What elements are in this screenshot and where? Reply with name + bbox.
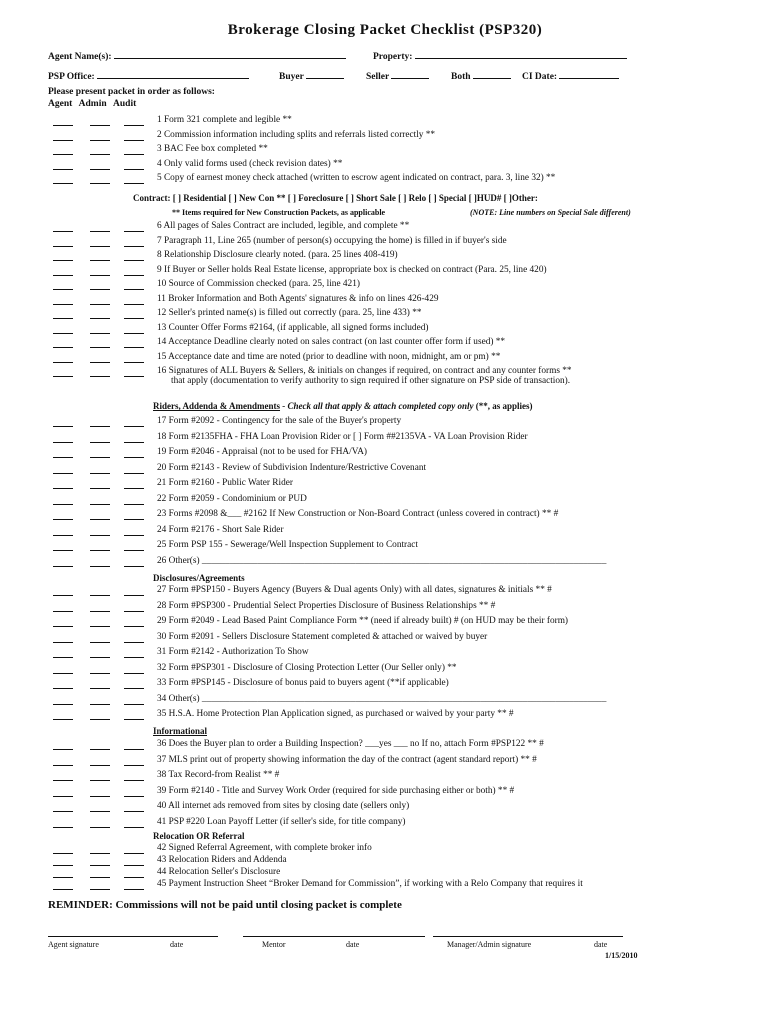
audit-check-blank[interactable] — [124, 338, 144, 348]
psp-office-field[interactable] — [48, 72, 249, 82]
checklist-item-text: 36 Does the Buyer plan to order a Building Inspection? ___yes ___ no If no, attach Form #PSP122 ** # — [157, 739, 544, 749]
checklist-item-text: 31 Form #2142 - Authorization To Show — [157, 647, 309, 657]
admin-check-blank[interactable] — [90, 353, 110, 363]
riders-tail: (**, as applies) — [475, 401, 533, 411]
checklist-item-text: 45 Payment Instruction Sheet “Broker Demand for Commission”, if working with a Relo Company that requires it — [157, 879, 583, 889]
agent-check-blank[interactable] — [53, 174, 73, 184]
checklist-item-text: 38 Tax Record-from Realist ** # — [157, 770, 280, 780]
property-line[interactable] — [415, 58, 627, 59]
buyer-label: Buyer — [279, 72, 304, 82]
checklist-item-text: 35 H.S.A. Home Protection Plan Application signed, as purchased or waived by your party ** # — [157, 709, 514, 719]
checklist-item — [0, 879, 770, 893]
agent-check-blank[interactable] — [53, 251, 73, 261]
audit-check-blank[interactable] — [124, 787, 144, 797]
agent-check-blank[interactable] — [53, 602, 73, 612]
checklist-item — [0, 159, 770, 173]
agent-check-blank[interactable] — [53, 880, 73, 890]
audit-check-blank[interactable] — [124, 510, 144, 520]
both-field[interactable] — [451, 72, 511, 82]
checklist-item-text: 21 Form #2160 - Public Water Rider — [157, 478, 293, 488]
item-16-cont-text: that apply (documentation to verify authority to sign required if other signature on PSP side of transaction). — [171, 376, 571, 386]
disclosures-section-heading: Disclosures/Agreements — [153, 573, 245, 583]
audit-check-blank[interactable] — [124, 856, 144, 866]
manager-signature-label: Manager/Admin signature — [447, 940, 532, 949]
admin-check-blank[interactable] — [90, 756, 110, 766]
informational-title: Informational — [153, 726, 207, 736]
admin-check-blank[interactable] — [90, 309, 110, 319]
checklist-item-text: 27 Form #PSP150 - Buyers Agency (Buyers & Dual agents Only) with all dates, signatures & initials ** # — [157, 585, 552, 595]
admin-check-blank[interactable] — [90, 495, 110, 505]
audit-check-blank[interactable] — [124, 433, 144, 443]
audit-check-blank[interactable] — [124, 174, 144, 184]
agent-date-label: date — [170, 940, 184, 949]
audit-check-blank[interactable] — [124, 266, 144, 276]
ci-date-field[interactable] — [522, 72, 619, 82]
riders-subtitle: - Check all that apply & attach completed copy only — [282, 401, 474, 411]
admin-check-blank[interactable] — [90, 237, 110, 247]
checklist-item-text: 7 Paragraph 11, Line 265 (number of person(s) occupying the home) is filled in if buyer's side — [157, 235, 507, 246]
admin-check-blank[interactable] — [90, 617, 110, 627]
contract-type-line[interactable]: Contract: [ ] Residential [ ] New Con ** [ ] Foreclosure [ ] Short Sale [ ] Relo [ ] Special [ ]HUD# [ ]Other: — [133, 193, 538, 203]
admin-check-blank[interactable] — [90, 433, 110, 443]
admin-check-blank[interactable] — [90, 710, 110, 720]
seller-field[interactable] — [366, 72, 429, 82]
agent-check-blank[interactable] — [53, 868, 73, 878]
checklist-item-text: 20 Form #2143 - Review of Subdivision Indenture/Restrictive Covenant — [157, 462, 427, 473]
admin-check-blank[interactable] — [90, 280, 110, 290]
checklist-item — [0, 337, 770, 351]
checklist-item — [0, 817, 770, 831]
agent-check-blank[interactable] — [53, 633, 73, 643]
psp-office-label: PSP Office: — [48, 72, 95, 82]
riders-section-heading — [153, 401, 533, 411]
agent-check-blank[interactable] — [53, 695, 73, 705]
agent-signature-line[interactable] — [48, 935, 218, 937]
checklist-item — [0, 540, 770, 554]
admin-check-blank[interactable] — [90, 868, 110, 878]
checklist-item-text: 13 Counter Offer Forms #2164, (if applicable, all signed forms included) — [157, 322, 429, 333]
audit-check-blank[interactable] — [124, 309, 144, 319]
checklist-item — [0, 494, 770, 508]
checklist-item — [0, 601, 770, 615]
col-audit: Audit — [113, 99, 137, 109]
audit-check-blank[interactable] — [124, 448, 144, 458]
checklist-item-text: 34 Other(s) _______________________________________________________________________________________ — [157, 693, 607, 704]
admin-check-blank[interactable] — [90, 787, 110, 797]
relocation-section-heading: Relocation OR Referral — [153, 831, 245, 841]
reminder-banner: REMINDER: Commissions will not be paid until closing packet is complete — [48, 899, 402, 911]
admin-check-blank[interactable] — [90, 222, 110, 232]
mentor-signature-line[interactable] — [243, 935, 425, 937]
admin-check-blank[interactable] — [90, 586, 110, 596]
admin-check-blank[interactable] — [90, 648, 110, 658]
checklist-item-text: 24 Form #2176 - Short Sale Rider — [157, 524, 284, 535]
column-headers — [48, 99, 136, 109]
checklist-item — [0, 144, 770, 158]
agent-check-blank[interactable] — [53, 237, 73, 247]
agent-check-blank[interactable] — [53, 510, 73, 520]
both-label: Both — [451, 72, 471, 82]
admin-check-blank[interactable] — [90, 417, 110, 427]
instructions: Please present packet in order as follows: — [48, 87, 215, 97]
checklist-item — [0, 236, 770, 250]
audit-check-blank[interactable] — [124, 633, 144, 643]
checklist-item — [0, 525, 770, 539]
checklist-item-text: 16 Signatures of ALL Buyers & Sellers, & initials on changes if required, on contract and any counter forms ** — [157, 366, 572, 376]
checklist-item-text: 44 Relocation Seller's Disclosure — [157, 867, 281, 877]
document-date: 1/15/2010 — [605, 951, 638, 960]
manager-signature-line[interactable] — [433, 935, 623, 937]
audit-check-blank[interactable] — [124, 417, 144, 427]
audit-check-blank[interactable] — [124, 526, 144, 536]
checklist-item — [0, 755, 770, 769]
admin-check-blank[interactable] — [90, 844, 110, 854]
agent-check-blank[interactable] — [53, 417, 73, 427]
checklist-item-text: 42 Signed Referral Agreement, with complete broker info — [157, 843, 372, 853]
admin-check-blank[interactable] — [90, 448, 110, 458]
agent-check-blank[interactable] — [53, 338, 73, 348]
checklist-item — [0, 432, 770, 446]
audit-check-blank[interactable] — [124, 756, 144, 766]
audit-check-blank[interactable] — [124, 617, 144, 627]
admin-check-blank[interactable] — [90, 510, 110, 520]
agent-check-blank[interactable] — [53, 844, 73, 854]
admin-check-blank[interactable] — [90, 295, 110, 305]
admin-check-blank[interactable] — [90, 464, 110, 474]
buyer-field[interactable] — [279, 72, 344, 82]
checklist-item — [0, 173, 770, 187]
both-line[interactable] — [473, 78, 511, 79]
audit-check-blank[interactable] — [124, 586, 144, 596]
checklist-item — [0, 250, 770, 264]
checklist-item-text: 4 Only valid forms used (check revision dates) ** — [157, 158, 343, 169]
admin-check-blank[interactable] — [90, 664, 110, 674]
admin-check-blank[interactable] — [90, 251, 110, 261]
checklist-item-text: 3 BAC Fee box completed ** — [157, 144, 268, 154]
audit-check-blank[interactable] — [124, 237, 144, 247]
checklist-item-text: 17 Form #2092 - Contingency for the sale of the Buyer's property — [157, 416, 402, 426]
audit-check-blank[interactable] — [124, 324, 144, 334]
agent-check-blank[interactable] — [53, 526, 73, 536]
checklist-item-text: 29 Form #2049 - Lead Based Paint Compliance Form ** (need if already built) # (on HUD may be their form) — [157, 616, 569, 626]
checklist-item-text: 19 Form #2046 - Appraisal (not to be used for FHA/VA) — [157, 447, 368, 457]
agent-check-blank[interactable] — [53, 280, 73, 290]
checklist-item-text: 41 PSP #220 Loan Payoff Letter (if seller's side, for title company) — [157, 816, 406, 827]
checklist-item — [0, 509, 770, 523]
agent-check-blank[interactable] — [53, 353, 73, 363]
checklist-item — [0, 323, 770, 337]
checklist-item-text: 14 Acceptance Deadline clearly noted on sales contract (on last counter offer form if used) ** — [157, 337, 506, 347]
checklist-item-text: 26 Other(s) _______________________________________________________________________________________ — [157, 555, 607, 566]
checklist-item-text: 28 Form #PSP300 - Prudential Select Properties Disclosure of Business Relationships ** # — [157, 600, 496, 611]
admin-check-blank[interactable] — [90, 679, 110, 689]
agent-check-blank[interactable] — [53, 557, 73, 567]
admin-check-blank[interactable] — [90, 266, 110, 276]
riders-title: Riders, Addenda & Amendments — [153, 401, 281, 411]
admin-check-blank[interactable] — [90, 145, 110, 155]
audit-check-blank[interactable] — [124, 479, 144, 489]
checklist-item-text: 32 Form #PSP301 - Disclosure of Closing Protection Letter (Our Seller only) ** — [157, 662, 457, 673]
checklist-item — [0, 647, 770, 661]
checklist-item — [0, 447, 770, 461]
agent-check-blank[interactable] — [53, 787, 73, 797]
agent-check-blank[interactable] — [53, 116, 73, 126]
item-16-continuation — [0, 376, 770, 390]
agent-name-field[interactable] — [48, 52, 346, 62]
audit-check-blank[interactable] — [124, 695, 144, 705]
admin-check-blank[interactable] — [90, 174, 110, 184]
agent-check-blank[interactable] — [53, 802, 73, 812]
agent-check-blank[interactable] — [53, 756, 73, 766]
new-construction-note: ** Items required for New Construction Packets, as applicable — [172, 208, 386, 217]
agent-check-blank[interactable] — [53, 495, 73, 505]
checklist-item — [0, 663, 770, 677]
admin-check-blank[interactable] — [90, 880, 110, 890]
page-title: Brokerage Closing Packet Checklist (PSP320) — [227, 22, 543, 38]
checklist-item-text: 23 Forms #2098 &___ #2162 If New Construction or Non-Board Contract (unless covered in contract) ** # — [157, 509, 559, 519]
audit-check-blank[interactable] — [124, 648, 144, 658]
audit-check-blank[interactable] — [124, 710, 144, 720]
checklist-item — [0, 279, 770, 293]
audit-check-blank[interactable] — [124, 131, 144, 141]
audit-check-blank[interactable] — [124, 664, 144, 674]
admin-check-blank[interactable] — [90, 557, 110, 567]
checklist-item-text: 39 Form #2140 - Title and Survey Work Order (required for side purchasing either or both) ** # — [157, 785, 515, 796]
admin-check-blank[interactable] — [90, 771, 110, 781]
checklist-item-text: 8 Relationship Disclosure clearly noted. (para. 25 lines 408-419) — [157, 250, 398, 260]
checklist-item-text: 9 If Buyer or Seller holds Real Estate license, appropriate box is checked on contract (Para. 25, line 420) — [157, 264, 547, 275]
audit-check-blank[interactable] — [124, 541, 144, 551]
agent-check-blank[interactable] — [53, 222, 73, 232]
col-agent: Agent — [48, 99, 73, 109]
agent-check-blank[interactable] — [53, 648, 73, 658]
agent-check-blank[interactable] — [53, 464, 73, 474]
audit-check-blank[interactable] — [124, 464, 144, 474]
checklist-item — [0, 770, 770, 784]
audit-check-blank[interactable] — [124, 802, 144, 812]
checklist-item-text: 18 Form #2135FHA - FHA Loan Provision Rider or [ ] Form ##2135VA - VA Loan Provision Rider — [157, 431, 528, 442]
agent-check-blank[interactable] — [53, 617, 73, 627]
checklist-item — [0, 801, 770, 815]
agent-name-label: Agent Name(s): — [48, 52, 112, 62]
audit-check-blank[interactable] — [124, 116, 144, 126]
checklist-item-text: 25 Form PSP 155 - Sewerage/Well Inspection Supplement to Contract — [157, 540, 418, 550]
admin-check-blank[interactable] — [90, 324, 110, 334]
mentor-label: Mentor — [262, 940, 286, 949]
audit-check-blank[interactable] — [124, 868, 144, 878]
checklist-item — [0, 585, 770, 599]
admin-check-blank[interactable] — [90, 116, 110, 126]
admin-check-blank[interactable] — [90, 526, 110, 536]
audit-check-blank[interactable] — [124, 160, 144, 170]
admin-check-blank[interactable] — [90, 479, 110, 489]
admin-check-blank[interactable] — [90, 856, 110, 866]
admin-check-blank[interactable] — [90, 338, 110, 348]
line-number-note: (NOTE: Line numbers on Special Sale different) — [470, 208, 631, 217]
checklist-item — [0, 130, 770, 144]
checklist-item — [0, 265, 770, 279]
checklist-item — [0, 352, 770, 366]
agent-check-blank[interactable] — [53, 856, 73, 866]
agent-signature-label: Agent signature — [48, 940, 99, 949]
admin-check-blank[interactable] — [90, 695, 110, 705]
agent-check-blank[interactable] — [53, 131, 73, 141]
admin-check-blank[interactable] — [90, 818, 110, 828]
seller-label: Seller — [366, 72, 390, 82]
checklist-item — [0, 709, 770, 723]
agent-check-blank[interactable] — [53, 295, 73, 305]
agent-check-blank[interactable] — [53, 160, 73, 170]
admin-check-blank[interactable] — [90, 541, 110, 551]
audit-check-blank[interactable] — [124, 495, 144, 505]
agent-check-blank[interactable] — [53, 145, 73, 155]
seller-line[interactable] — [391, 78, 429, 79]
admin-check-blank[interactable] — [90, 633, 110, 643]
agent-check-blank[interactable] — [53, 586, 73, 596]
checklist-item — [0, 556, 770, 570]
audit-check-blank[interactable] — [124, 557, 144, 567]
checklist-item — [0, 694, 770, 708]
checklist-item — [0, 308, 770, 322]
checklist-item — [0, 294, 770, 308]
checklist-item-text: 2 Commission information including splits and referrals listed correctly ** — [157, 129, 436, 140]
checklist-item-text: 30 Form #2091 - Sellers Disclosure Statement completed & attached or waived by buyer — [157, 631, 488, 642]
checklist-item-text: 43 Relocation Riders and Addenda — [157, 855, 287, 865]
checklist-item-text: 33 Form #PSP145 - Disclosure of bonus paid to buyers agent (**if applicable) — [157, 678, 449, 688]
property-label: Property: — [373, 52, 413, 62]
checklist-item-text: 10 Source of Commission checked (para. 25, line 421) — [157, 279, 360, 289]
admin-check-blank[interactable] — [90, 131, 110, 141]
checklist-item — [0, 478, 770, 492]
checklist-item — [0, 416, 770, 430]
checklist-item-text: 12 Seller's printed name(s) is filled out correctly (para. 25, line 433) ** — [157, 308, 422, 318]
checklist-item — [0, 632, 770, 646]
checklist-item-text: 5 Copy of earnest money check attached (written to escrow agent indicated on contract, para. 3, line 32) ** — [157, 173, 556, 183]
buyer-line[interactable] — [306, 78, 344, 79]
ci-date-label: CI Date: — [522, 72, 558, 82]
checklist-item-text: 15 Acceptance date and time are noted (prior to deadline with noon, midnight, am or pm) ** — [157, 351, 501, 362]
informational-section-heading — [153, 726, 207, 736]
agent-check-blank[interactable] — [53, 710, 73, 720]
checklist-item-text: 22 Form #2059 - Condominium or PUD — [157, 493, 307, 504]
mentor-date-label: date — [346, 940, 360, 949]
audit-check-blank[interactable] — [124, 222, 144, 232]
audit-check-blank[interactable] — [124, 280, 144, 290]
agent-check-blank[interactable] — [53, 433, 73, 443]
checklist-item-text: 37 MLS print out of property showing information the day of the contract (agent standard report) ** # — [157, 754, 537, 765]
audit-check-blank[interactable] — [124, 353, 144, 363]
agent-check-blank[interactable] — [53, 309, 73, 319]
checklist-item — [0, 221, 770, 235]
manager-date-label: date — [594, 940, 608, 949]
checklist-item — [0, 678, 770, 692]
audit-check-blank[interactable] — [124, 880, 144, 890]
property-field[interactable] — [373, 52, 627, 62]
agent-name-line[interactable] — [114, 58, 346, 59]
agent-check-blank[interactable] — [53, 818, 73, 828]
agent-check-blank[interactable] — [53, 448, 73, 458]
agent-check-blank[interactable] — [53, 679, 73, 689]
checklist-item — [0, 463, 770, 477]
admin-check-blank[interactable] — [90, 802, 110, 812]
admin-check-blank[interactable] — [90, 740, 110, 750]
agent-check-blank[interactable] — [53, 740, 73, 750]
audit-check-blank[interactable] — [124, 844, 144, 854]
agent-check-blank[interactable] — [53, 266, 73, 276]
checklist-item — [0, 786, 770, 800]
checklist-item — [0, 115, 770, 129]
checklist-item — [0, 616, 770, 630]
checklist-item-text: 11 Broker Information and Both Agents' signatures & info on lines 426-429 — [157, 293, 439, 304]
col-admin: Admin — [78, 99, 107, 109]
checklist-item — [0, 739, 770, 753]
checklist-item-text: 40 All internet ads removed from sites by closing date (sellers only) — [157, 801, 410, 811]
psp-office-line[interactable] — [97, 78, 249, 79]
audit-check-blank[interactable] — [124, 295, 144, 305]
agent-check-blank[interactable] — [53, 324, 73, 334]
checklist-item-text: 1 Form 321 complete and legible ** — [157, 115, 292, 125]
audit-check-blank[interactable] — [124, 740, 144, 750]
audit-check-blank[interactable] — [124, 602, 144, 612]
admin-check-blank[interactable] — [90, 602, 110, 612]
agent-check-blank[interactable] — [53, 541, 73, 551]
agent-check-blank[interactable] — [53, 664, 73, 674]
admin-check-blank[interactable] — [90, 160, 110, 170]
audit-check-blank[interactable] — [124, 818, 144, 828]
agent-check-blank[interactable] — [53, 771, 73, 781]
audit-check-blank[interactable] — [124, 771, 144, 781]
audit-check-blank[interactable] — [124, 679, 144, 689]
audit-check-blank[interactable] — [124, 251, 144, 261]
agent-check-blank[interactable] — [53, 479, 73, 489]
ci-date-line[interactable] — [559, 78, 619, 79]
checklist-item-text: 6 All pages of Sales Contract are included, legible, and complete ** — [157, 221, 410, 231]
audit-check-blank[interactable] — [124, 145, 144, 155]
